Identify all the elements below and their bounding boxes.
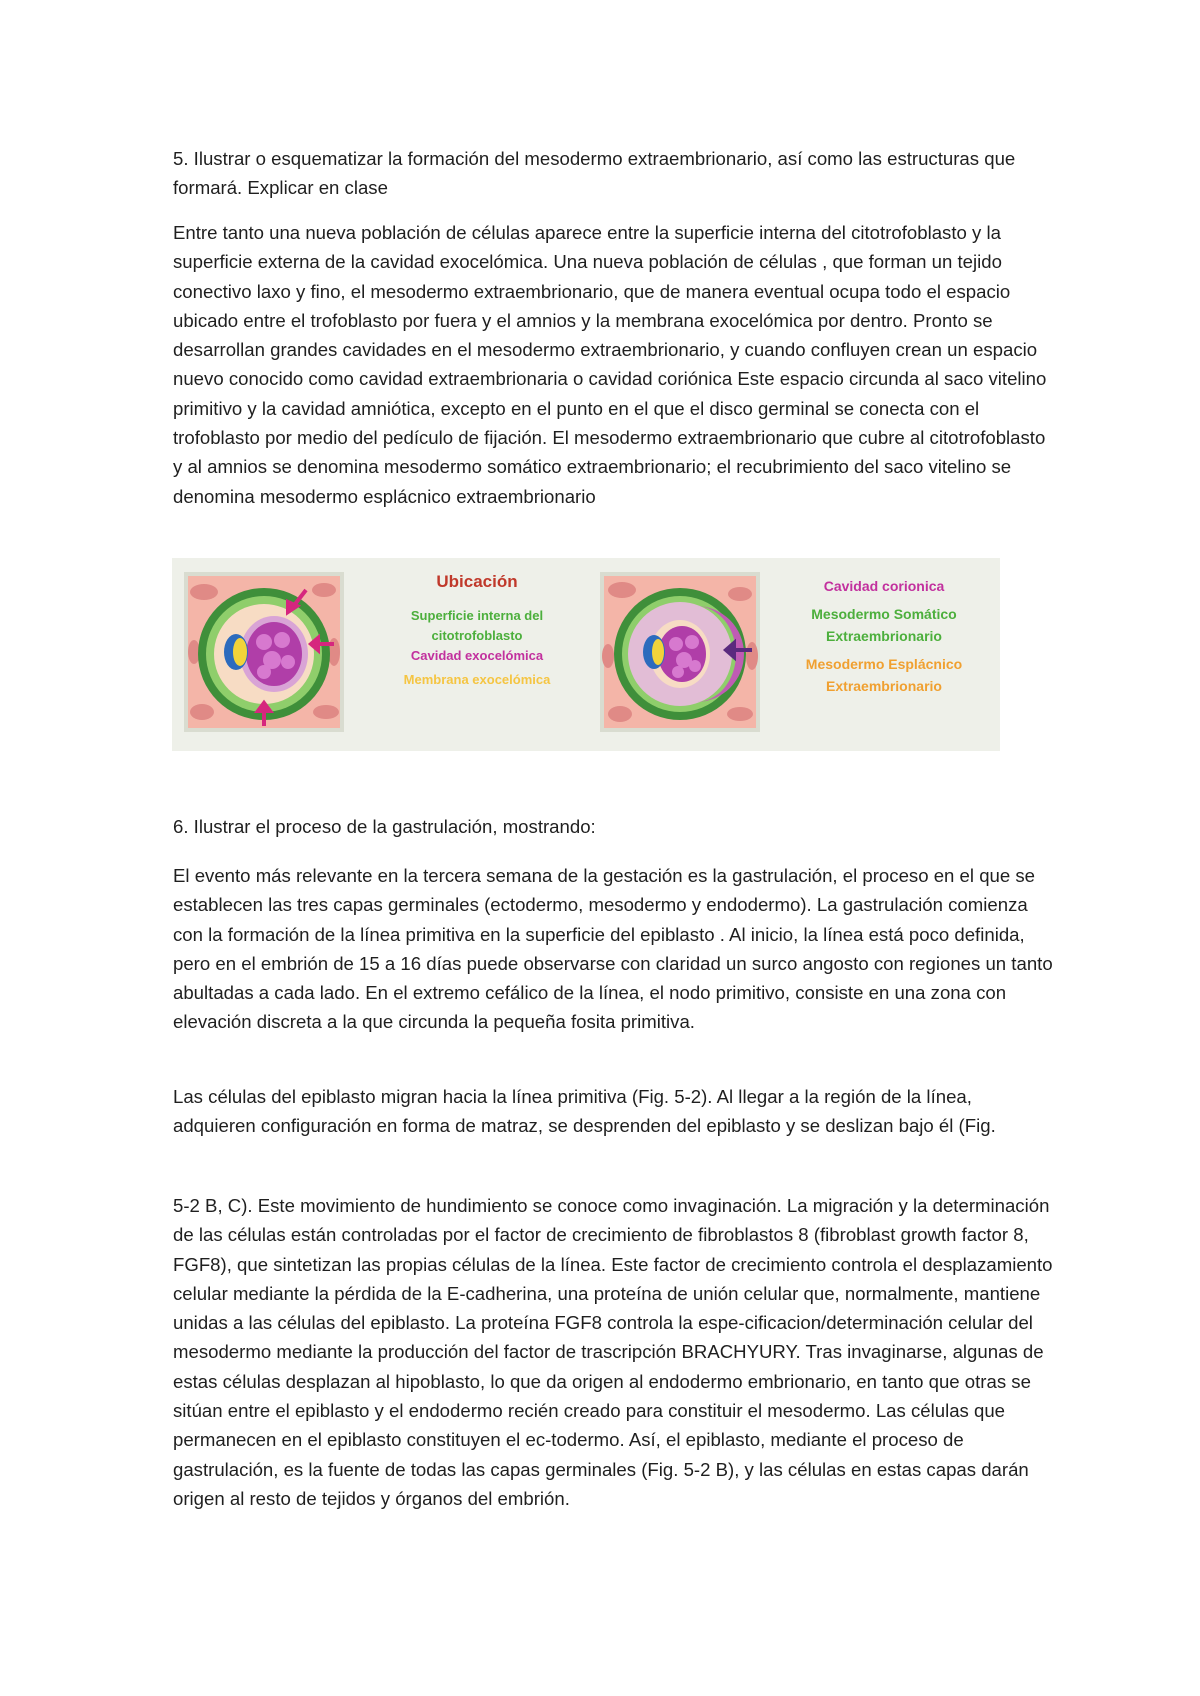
- section-6-paragraph-1: El evento más relevante en la tercera semana de la gestación es la gastrulación, el proceso en el que se establecen las tres capas germinales (ectodermo, mesodermo y endodermo). La gastrulación comienza con la formación de la línea primitiva en la superficie del epiblasto . Al inicio, la línea está poco definida, pero en el embrión de 15 a 16 días puede observarse con claridad un surco angosto con regiones un tanto abultadas a cada lado. En el extremo cefálico de la línea, el nodo primitivo, consiste en una zona con elevación discreta a la que circunda la pequeña fosita primitiva.: [173, 865, 1053, 1033]
- caption-title: Ubicación: [436, 572, 518, 591]
- mesoderm-figure: [172, 558, 1000, 751]
- embryo-diagram-right: [600, 572, 760, 732]
- caption-right-line4: Mesodermo Esplácnico: [805, 656, 963, 672]
- caption-left-line3: Cavidad exocelómica: [410, 648, 544, 663]
- section-5-paragraph: Entre tanto una nueva población de células aparece entre la superficie interna del citotrofoblasto y la superficie externa de la cavidad exocelómica. Una nueva población de células , que forman un tejido conectivo laxo y fino, el mesodermo extraembrionario, que de manera eventual ocupa todo el espacio ubicado entre el trofoblasto por fuera y el amnios y la membrana exocelómica por dentro. Pronto se desarrollan grandes cavidades en el mesodermo extraembrionario, y cuando confluyen crean un espacio nuevo conocido como cavidad extraembrionaria o cavidad coriónica Este espacio circunda al saco vitelino primitivo y la cavidad amniótica, excepto en el punto en el que el disco germinal se conecta con el trofoblasto por medio del pedículo de fijación. El mesodermo extraembrionario que cubre al citotrofoblasto y al amnios se denomina mesodermo somático extraembrionario; el recubrimiento del saco vitelino se denomina mesodermo esplácnico extraembrionario: [173, 222, 1047, 507]
- caption-right-line2: Mesodermo Somático: [811, 606, 957, 622]
- caption-right-line5: Extraembrionario: [826, 678, 942, 694]
- section-6-heading: 6. Ilustrar el proceso de la gastrulación, mostrando:: [173, 816, 596, 837]
- caption-left-line2: citotrofoblasto: [431, 628, 523, 643]
- caption-right-line1: Cavidad corionica: [823, 578, 945, 594]
- caption-left-line1: Superficie interna del: [410, 608, 544, 623]
- caption-left-line4: Membrana exocelómica: [403, 672, 551, 687]
- embryo-diagram-left: [184, 572, 344, 732]
- caption-right-line3: Extraembrionario: [826, 628, 942, 644]
- section-5-heading: 5. Ilustrar o esquematizar la formación del mesodermo extraembrionario, así como las estructuras que formará. Explicar en clase: [173, 148, 1016, 199]
- section-6-paragraph-2: Las células del epiblasto migran hacia la línea primitiva (Fig. 5-2). Al llegar a la región de la línea, adquieren configuración en forma de matraz, se desprenden del epiblasto y se deslizan bajo él (Fig.: [173, 1086, 996, 1137]
- section-6-paragraph-3: 5-2 B, C). Este movimiento de hundimiento se conoce como invaginación. La migración y la determinación de las células están controladas por el factor de crecimiento de fibroblastos 8 (fibroblast growth factor 8, FGF8), que sintetizan las propias células de la línea. Este factor de crecimiento controla el desplazamiento celular mediante la pérdida de la E-cadherina, una proteína de unión celular que, normalmente, mantiene unidas a las células del epiblasto. La proteína FGF8 controla la espe-cificacion/determinación celular del mesodermo mediante la producción del factor de trascripción BRACHYURY. Tras invaginarse, algunas de estas células desplazan al hipoblasto, lo que da origen al endodermo embrionario, en tanto que otras se sitúan entre el epiblasto y el endodermo recién creado para constituir el mesodermo. Las células que permanecen en el epiblasto constituyen el ec-todermo. Así, el epiblasto, mediante el proceso de gastrulación, es la fuente de todas las capas germinales (Fig. 5-2 B), y las células en estas capas darán origen al resto de tejidos y órganos del embrión.: [173, 1195, 1053, 1509]
